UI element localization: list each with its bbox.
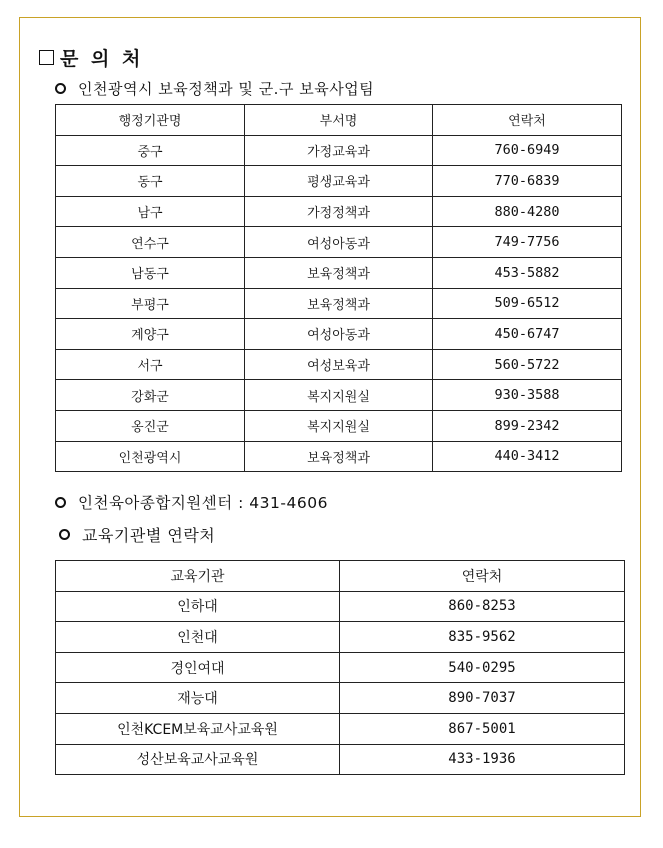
column-header: 부서명	[245, 105, 433, 136]
table-row	[56, 319, 622, 350]
table-row	[56, 652, 625, 683]
agency-cell: 동구	[56, 166, 245, 197]
department-cell: 여성보육과	[245, 349, 433, 380]
circle-bullet-icon	[59, 529, 70, 540]
agency-cell: 강화군	[56, 380, 245, 411]
agency-cell: 계양구	[56, 319, 245, 350]
phone-cell: 867-5001	[340, 713, 625, 744]
institution-cell: 성산보육교사교육원	[56, 744, 340, 775]
department-cell: 가정정책과	[245, 196, 433, 227]
phone-cell: 880-4280	[433, 196, 622, 227]
column-header: 교육기관	[56, 561, 340, 592]
phone-cell: 890-7037	[340, 683, 625, 714]
phone-cell: 835-9562	[340, 622, 625, 653]
agency-cell: 중구	[56, 135, 245, 166]
department-cell: 여성아동과	[245, 227, 433, 258]
phone-cell: 433-1936	[340, 744, 625, 775]
table-row	[56, 441, 622, 472]
department-cell: 보육정책과	[245, 288, 433, 319]
phone-cell: 453-5882	[433, 257, 622, 288]
agency-cell: 남동구	[56, 257, 245, 288]
institution-cell: 인천KCEM보육교사교육원	[56, 713, 340, 744]
phone-cell: 509-6512	[433, 288, 622, 319]
phone-cell: 860-8253	[340, 591, 625, 622]
column-header: 연락처	[340, 561, 625, 592]
institution-cell: 경인여대	[56, 652, 340, 683]
phone-cell: 450-6747	[433, 319, 622, 350]
column-header: 연락처	[433, 105, 622, 136]
heading-education-contacts-text: 교육기관별 연락처	[82, 526, 216, 545]
phone-cell: 770-6839	[433, 166, 622, 197]
department-cell: 복지지원실	[245, 410, 433, 441]
table-row	[56, 591, 625, 622]
institution-cell: 인천대	[56, 622, 340, 653]
table-row	[56, 257, 622, 288]
education-contacts-table	[55, 560, 625, 775]
table-row	[56, 227, 622, 258]
table-row	[56, 288, 622, 319]
section-title	[39, 44, 143, 71]
table-row	[56, 196, 622, 227]
circle-bullet-icon	[55, 497, 66, 508]
agency-cell: 인천광역시	[56, 441, 245, 472]
agency-cell: 남구	[56, 196, 245, 227]
phone-cell: 760-6949	[433, 135, 622, 166]
table-row	[56, 349, 622, 380]
department-cell: 여성아동과	[245, 319, 433, 350]
table-row	[56, 380, 622, 411]
table-header-row	[56, 561, 625, 592]
agency-cell: 연수구	[56, 227, 245, 258]
department-cell: 가정교육과	[245, 135, 433, 166]
phone-cell: 930-3588	[433, 380, 622, 411]
table-row	[56, 135, 622, 166]
table-row	[56, 410, 622, 441]
phone-cell: 749-7756	[433, 227, 622, 258]
institution-cell: 재능대	[56, 683, 340, 714]
phone-cell: 560-5722	[433, 349, 622, 380]
institution-cell: 인하대	[56, 591, 340, 622]
department-cell: 보육정책과	[245, 257, 433, 288]
checkbox-square-icon	[39, 50, 54, 65]
phone-cell: 540-0295	[340, 652, 625, 683]
agency-cell: 서구	[56, 349, 245, 380]
phone-cell: 440-3412	[433, 441, 622, 472]
circle-bullet-icon	[55, 83, 66, 94]
table-row	[56, 166, 622, 197]
table-header-row	[56, 105, 622, 136]
phone-cell: 899-2342	[433, 410, 622, 441]
table-row	[56, 713, 625, 744]
table-row	[56, 622, 625, 653]
table-row	[56, 744, 625, 775]
department-cell: 평생교육과	[245, 166, 433, 197]
support-center-text: 인천육아종합지원센터 : 431-4606	[78, 494, 328, 512]
admin-contacts-table	[55, 104, 622, 472]
heading-education-contacts	[59, 523, 215, 546]
support-center-line	[55, 491, 328, 513]
department-cell: 복지지원실	[245, 380, 433, 411]
table-row	[56, 683, 625, 714]
column-header: 행정기관명	[56, 105, 245, 136]
agency-cell: 옹진군	[56, 410, 245, 441]
section-title-text: 문 의 처	[60, 48, 144, 70]
department-cell: 보육정책과	[245, 441, 433, 472]
heading-admin-contacts-text: 인천광역시 보육정책과 및 군.구 보육사업팀	[78, 80, 375, 98]
heading-admin-contacts	[55, 78, 374, 99]
agency-cell: 부평구	[56, 288, 245, 319]
